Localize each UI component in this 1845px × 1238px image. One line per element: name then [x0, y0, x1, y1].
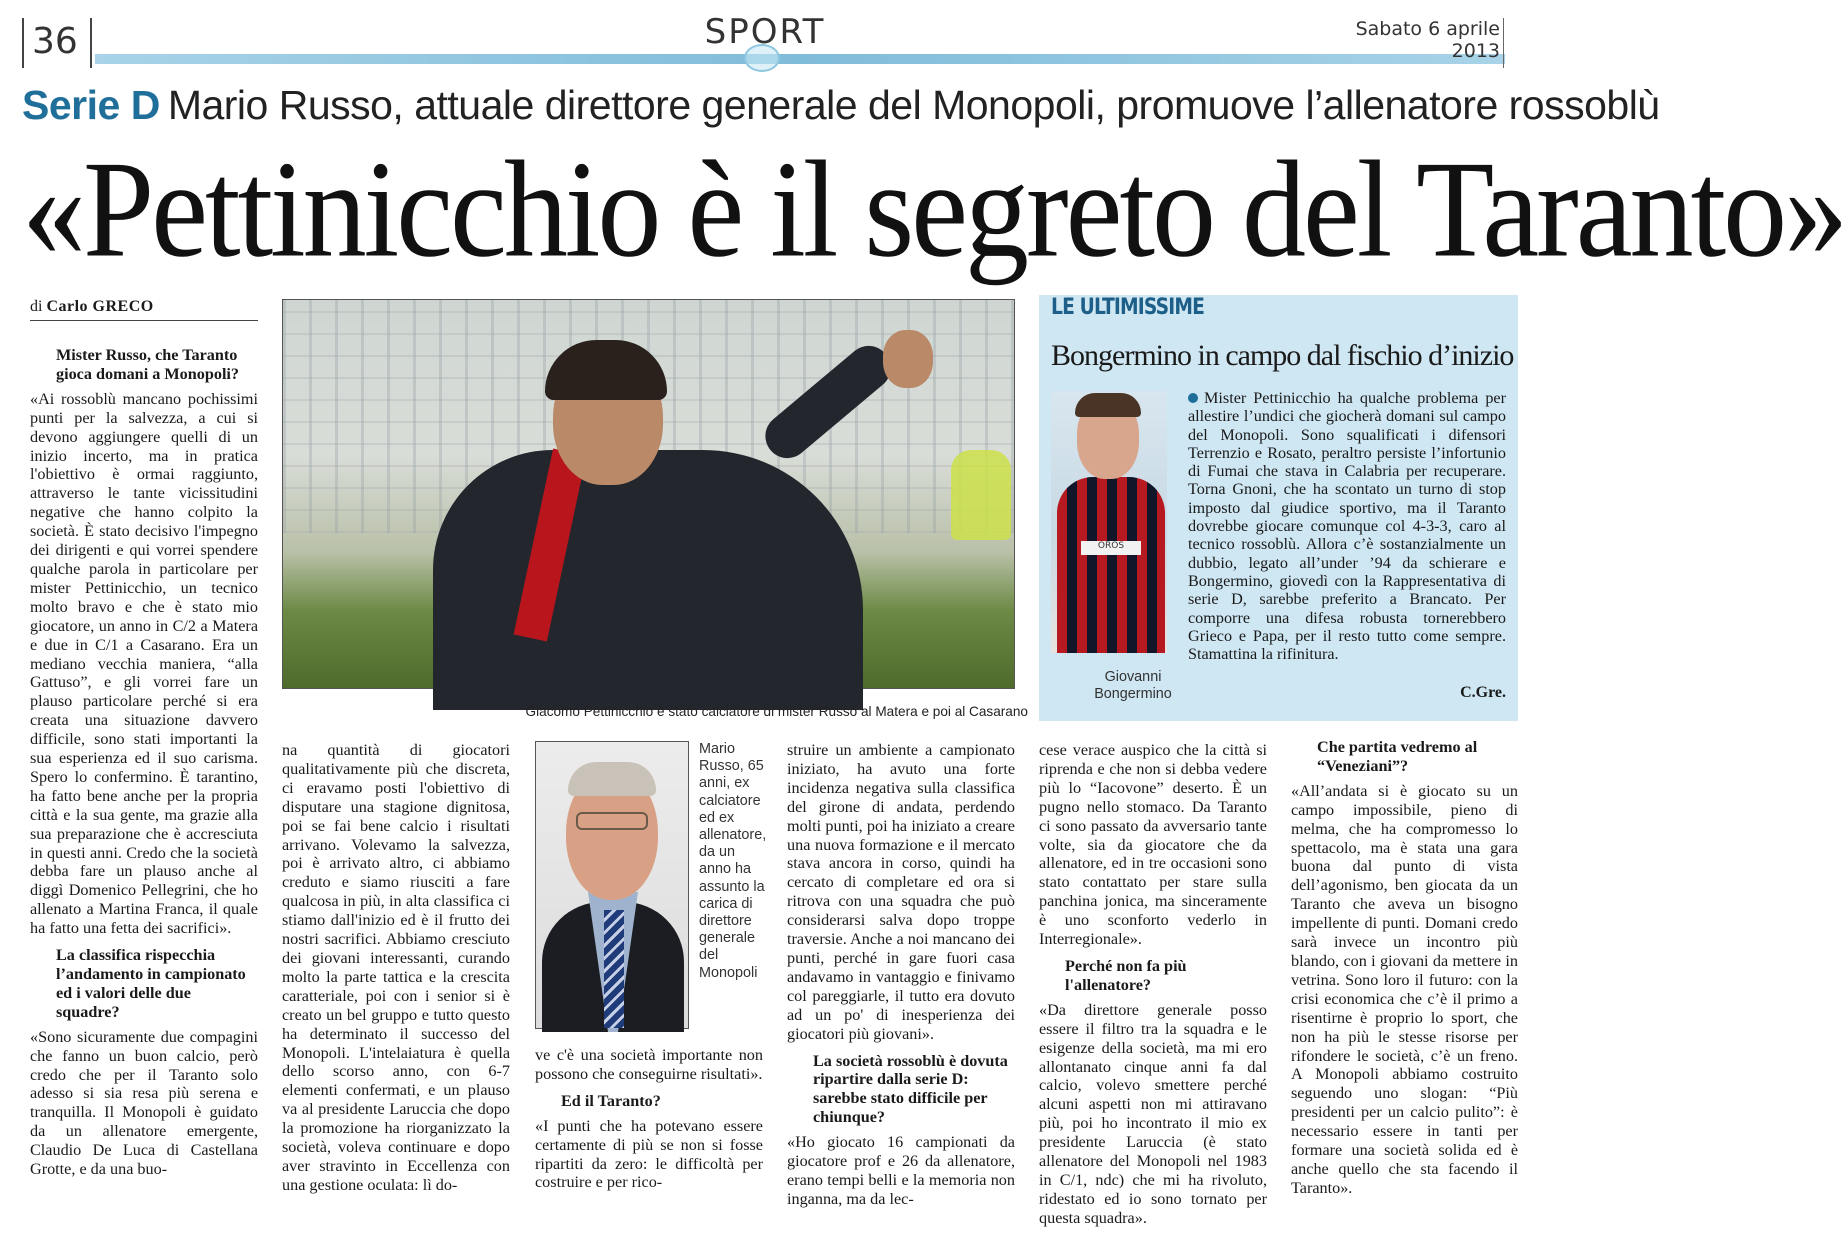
- byline-author: Carlo GRECO: [46, 298, 154, 315]
- issue-date-day: Sabato 6 aprile: [1355, 18, 1500, 40]
- latest-news-title: Bongermino in campo dal fischio d’inizio: [1051, 339, 1514, 372]
- player-hair: [1075, 393, 1141, 417]
- article-column-1: [30, 346, 258, 1179]
- byline: [30, 298, 258, 321]
- page-number-divider: [90, 18, 92, 68]
- question-1: Mister Russo, che Taranto gioca domani a Monopoli?: [56, 346, 240, 383]
- date-divider: [1503, 18, 1504, 68]
- kicker-text: Mario Russo, attuale direttore generale del Monopoli, promuove l’allenatore rossoblù: [167, 82, 1660, 128]
- player-photo-caption: [1051, 669, 1215, 703]
- answer-5: «Da direttore generale posso essere il filtro tra la squadra e le esigenze della società, ma mi ero allontanato cinque anni fa dal calcio, volevo smettere perché alcuni aspetti non mi attiravano più, poi ho incontrato il mio ex presidente Laruccia (è stato allenatore del Monopoli nel 1983 in C/1, ndc) che mi ha rivoluto, ridestato ed io sono tornato per questa squadra».: [1039, 1000, 1267, 1227]
- section-band: [95, 54, 1505, 64]
- article-column-2: [282, 741, 510, 1195]
- article-column-3: [535, 1046, 763, 1192]
- answer-2-part-3: ve c'è una società importante non possono che conseguirne risultati».: [535, 1046, 763, 1083]
- article-headline: «Pettinicchio è il segreto del Taranto»: [22, 132, 1845, 286]
- answer-2-part-1: «Sono sicuramente due compagini che fanno un buon calcio, però credo che per il Taranto solo adesso si sia resa più serena e tranquilla. Il Monopoli è guidato da un allenatore emergente, Claudio De Luca di Castellana Grotte, e da una buo-: [30, 1027, 258, 1179]
- bullet-icon: [1188, 393, 1198, 403]
- question-3: Ed il Taranto?: [561, 1091, 661, 1110]
- player-shirt: [1057, 477, 1165, 653]
- byline-prefix: di: [30, 298, 43, 315]
- question-6: Che partita vedremo al “Veneziani”?: [1317, 738, 1478, 775]
- answer-1: «Ai rossoblù mancano pochissimi punti per la salvezza, a cui si devono aggiungere quelli di un inizio incerto, ma in pratica l'obiettivo è ormai raggiunto, attraverso le tante vicissitudini negative che hanno colpito la società. È stato decisivo l'impegno dei dirigenti e qui vorrei spendere qualche parola in particolare per mister Pettinicchio, un tecnico molto bravo e che è stato mio giocatore, un anno in C/2 a Matera e due in C/1 a Casarano. Era un mediano vecchia maniera, “alla Gattuso”, e gli vorrei fare un plauso particolare perché si era creata una situazione davvero difficile, sono stati importanti la sua esperienza ed il suo carisma. Spero lo confermino. È tarantino, ha fatto bene anche per la propria città e la sua gente, ma grazie alla sua preparazione che è accresciuta in questi anni. Credo che la società debba fare un plauso anche al diggì Domenico Pellegrini, che ho allenato a Martina Franca, il quale ha fatto una fetta dei sacrifici».: [30, 389, 258, 938]
- coach-photo: [282, 299, 1015, 689]
- question-2: La classifica rispecchia l’andamento in campionato ed i valori delle due squadre?: [56, 946, 246, 1021]
- section-name: SPORT: [704, 12, 826, 52]
- question-5: Perché non fa più l'allenatore?: [1065, 956, 1187, 994]
- latest-news-box: [1039, 295, 1518, 721]
- question-4: La società rossoblù è dovuta ripartire dalla serie D: sarebbe stato difficile per chiunque?: [813, 1051, 1008, 1127]
- player-shirt-sponsor: OROS: [1081, 541, 1141, 555]
- steward-figure: [951, 450, 1011, 540]
- page-number: 36: [22, 18, 92, 68]
- article-column-6: [1291, 738, 1518, 1198]
- russo-hair: [568, 762, 656, 796]
- coach-photo-caption: Giacomo Pettinicchio è stato calciatore di mister Russo al Matera e poi al Casarano: [525, 704, 1028, 719]
- answer-4-part-1: «Ho giocato 16 campionati da giocatore prof e 26 da allenatore, erano tempi belli e la memoria non inganna, ma da lec-: [787, 1133, 1015, 1208]
- player-last-name: Bongermino: [1094, 686, 1172, 702]
- issue-date-year: 2013: [1451, 40, 1500, 62]
- coach-hand: [883, 330, 933, 388]
- russo-portrait: [535, 741, 689, 1029]
- answer-3-part-1: «I punti che ha potevano essere certamente di più se non si fosse ripartiti da zero: le difficoltà per costruire e per rico-: [535, 1116, 763, 1192]
- answer-2-part-2: na quantità di giocatori qualitativamente più che discreta, ci eravamo posti l'obiettivo di disputare una stagione dignitosa, poi se fai bene calcio i risultati arrivano. Volevamo la salvezza, poi è arrivato altro, ci abbiamo creduto e siamo riusciti a fare qualcosa in più, in alta classifica ci stiamo dall'inizio ed è il frutto dei nostri sacrifici. Abbiamo cresciuto dei giovani interessanti, curando molto la parte tattica e la crescita caratteriale, poi con i senior si è creato un bel gruppo e tutto questo ha determinato il successo del Monopoli. L'intelaiatura è quella dello scorso anno, con 6-7 elementi confermati, e un plauso va al presidente Laruccia che dopo la promozione ha riorganizzato la società, voleva continuare e dopo aver stravinto in Eccellenza con una gestione oculata: lì do-: [282, 741, 510, 1194]
- latest-news-text: [1188, 389, 1506, 663]
- russo-portrait-caption: Mario Russo, 65 anni, ex calciatore ed ex allenatore, da un anno ha assunto la carica di direttore generale del Monopoli: [699, 741, 767, 981]
- player-first-name: Giovanni: [1104, 669, 1162, 685]
- answer-6: «All’andata si è giocato su un campo impossibile, pieno di melma, che ha compromesso lo spettacolo, ma è stata una gara buona dal punto di vista dell’agonismo, ben giocata da un Taranto che aveva un bisogno impellente di punti. Domani credo sarà invece un incontro più blando, con i giovani da mettere in vetrina. Sono loro il futuro: con la crisi economica che c’è il primo a risentirne è proprio lo sport, che non ha più le stesse risorse per rifondere le società, c’è un freno. A Monopoli abbiamo costruito seguendo uno slogan: “Più presidenti per un calcio pulito”: è necessario essere in tanti per formare una società solida ed è anche quello che sta facendo il Taranto».: [1291, 781, 1518, 1197]
- latest-news-signature: C.Gre.: [1460, 684, 1506, 701]
- article-kicker: [22, 82, 1660, 129]
- issue-date: [1356, 18, 1500, 62]
- russo-tie: [604, 910, 624, 1028]
- answer-4-part-2: cese verace auspico che la città si riprenda e che non si debba vedere più lo “Iacovone” deserto. È un pugno nello stomaco. Da Taranto ci sono passato da avversario tante volte, sia da giocatore che da allenatore, ed in tre occasioni sono stato contattato per stare sulla panchina jonica, ma sinceramente è uno sconforto vederlo in Interregionale».: [1039, 741, 1267, 949]
- latest-news-body: Mister Pettinicchio ha qualche problema per allestire l’undici che giocherà domani sul campo del Monopoli. Sono squalificati i difensori Terrenzio e Rosato, peraltro persiste l’infortunio di Fumai che stava in Calabria per recuperare. Torna Gnoni, che ha scontato un turno di stop imposto dal giudice sportivo, ma il Taranto dovrebbe giocare comunque col 4-3-3, caro al tecnico rossoblù. Allora c’è sostanzialmente un dubbio, legato all’under ’94 da schierare e Bongermino, giovedì con la Rappresentativa di serie D, sarebbe preferito a Brancato. Per comporre una difesa robusta tornerebbero Grieco e Papa, per il resto tutto come sempre. Stamattina la rifinitura.: [1188, 389, 1506, 664]
- kicker-tag: Serie D: [22, 82, 160, 128]
- article-column-5: [1039, 741, 1267, 1228]
- latest-news-kicker: LE ULTIMISSIME: [1051, 295, 1205, 320]
- coach-jacket: [433, 450, 863, 710]
- russo-glasses: [576, 812, 648, 830]
- article-column-4: [787, 741, 1015, 1209]
- answer-3-part-2: struire un ambiente a campionato iniziato, ha avuto una forte incidenza negativa sulla classifica del girone di andata, perdendo molti punti, poi ha iniziato a creare una nuova formazione e il mercato stava ancora in corso, quindi ha cercato di completare ed ora si ritrova con una squadra che può considerarsi salva dopo troppe traversie. Anche a noi mancano dei punti, perché in gare fuori casa andavamo in vantaggio e finivamo col pareggiarle, il tutto era dovuto ad un po' di inesperienza dei giocatori più giovani».: [787, 741, 1015, 1043]
- player-photo: [1051, 391, 1167, 653]
